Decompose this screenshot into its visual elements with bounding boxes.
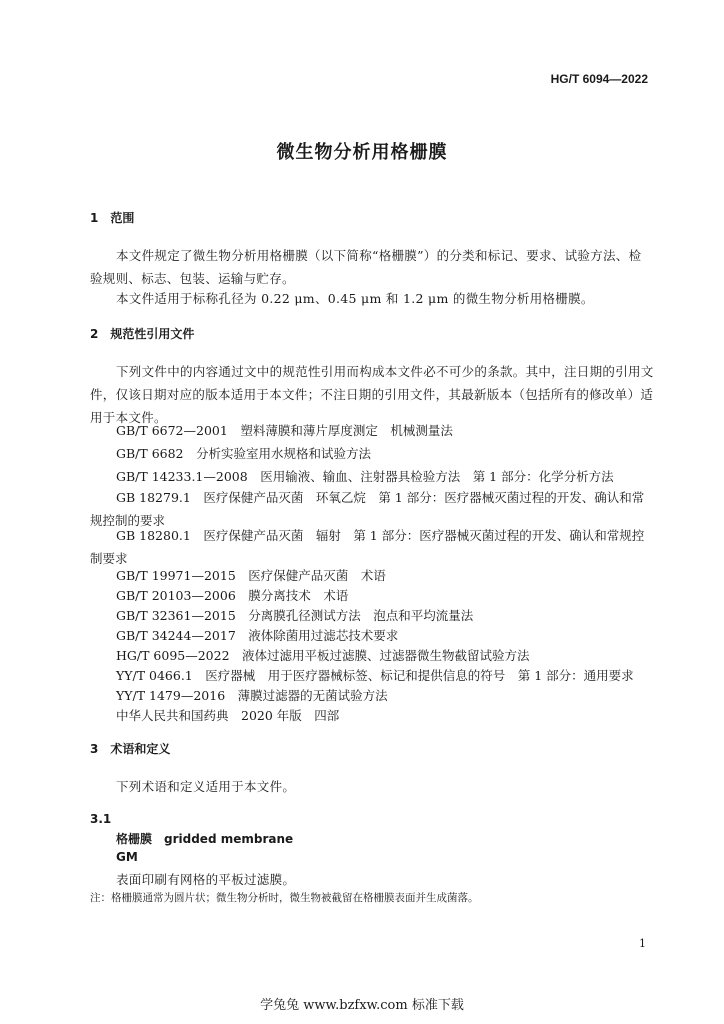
term-note: 注：格栅膜通常为圆片状；微生物分析时，微生物被截留在格栅膜表面并生成菌落。 — [90, 892, 479, 904]
normative-intro-line-3: 用于本文件。 — [90, 410, 167, 425]
reference-item: YY/T 0466.1 医疗器械 用于医疗器械标签、标记和提供信息的符号 第 1 部分：通用要求 — [116, 668, 634, 683]
reference-item: GB/T 6672—2001 塑料薄膜和薄片厚度测定 机械测量法 — [116, 423, 453, 438]
terms-intro: 下列术语和定义适用于本文件。 — [116, 779, 296, 794]
document-title: 微生物分析用格栅膜 — [276, 142, 448, 163]
reference-item: 中华人民共和国药典 2020 年版 四部 — [116, 708, 340, 723]
normative-intro-line-2: 件，仅该日期对应的版本适用于本文件；不注日期的引用文件，其最新版本（包括所有的修改单）适 — [90, 387, 654, 402]
reference-item: HG/T 6095—2022 液体过滤用平板过滤膜、过滤器微生物截留试验方法 — [116, 648, 530, 663]
term-number: 3.1 — [90, 812, 112, 826]
scope-paragraph-1-line-1: 本文件规定了微生物分析用格栅膜（以下简称“格栅膜”）的分类和标记、要求、试验方法、检 — [116, 248, 642, 263]
reference-item: GB/T 20103—2006 膜分离技术 术语 — [116, 588, 349, 603]
scope-paragraph-1-line-2: 验规则、标志、包装、运输与贮存。 — [90, 271, 295, 286]
watermark-footer: 学兔兔 www.bzfxw.com 标准下载 — [260, 998, 464, 1013]
reference-item: YY/T 1479—2016 薄膜过滤器的无菌试验方法 — [116, 688, 388, 703]
reference-item: GB 18279.1 医疗保健产品灭菌 环氧乙烷 第 1 部分：医疗器械灭菌过程的开发、确认和常 — [116, 490, 645, 505]
term-definition: 表面印刷有网格的平板过滤膜。 — [116, 872, 296, 887]
reference-item: GB/T 6682 分析实验室用水规格和试验方法 — [116, 446, 372, 461]
reference-item: GB/T 19971—2015 医疗保健产品灭菌 术语 — [116, 568, 386, 583]
term-name: 格栅膜 gridded membrane — [116, 832, 294, 846]
reference-item: GB/T 14233.1—2008 医用输液、输血、注射器具检验方法 第 1 部分：化学分析方法 — [116, 469, 614, 484]
reference-item: GB/T 32361—2015 分离膜孔径测试方法 泡点和平均流量法 — [116, 608, 474, 623]
section-3-heading: 3 术语和定义 — [90, 742, 171, 756]
section-1-heading: 1 范围 — [90, 211, 135, 225]
reference-item-continued: 制要求 — [90, 551, 128, 566]
section-2-heading: 2 规范性引用文件 — [90, 327, 195, 341]
term-abbreviation: GM — [116, 850, 138, 864]
standard-code: HG/T 6094—2022 — [550, 72, 648, 86]
page-number: 1 — [639, 937, 646, 950]
reference-item-continued: 规控制的要求 — [90, 513, 166, 528]
normative-intro-line-1: 下列文件中的内容通过文中的规范性引用而构成本文件必不可少的条款。其中，注日期的引用文 — [116, 364, 654, 379]
scope-paragraph-2: 本文件适用于标称孔径为 0.22 μm、0.45 μm 和 1.2 μm 的微生物分析用格栅膜。 — [116, 291, 594, 306]
reference-item: GB/T 34244—2017 液体除菌用过滤芯技术要求 — [116, 628, 399, 643]
reference-item: GB 18280.1 医疗保健产品灭菌 辐射 第 1 部分：医疗器械灭菌过程的开发、确认和常规控 — [116, 528, 645, 543]
